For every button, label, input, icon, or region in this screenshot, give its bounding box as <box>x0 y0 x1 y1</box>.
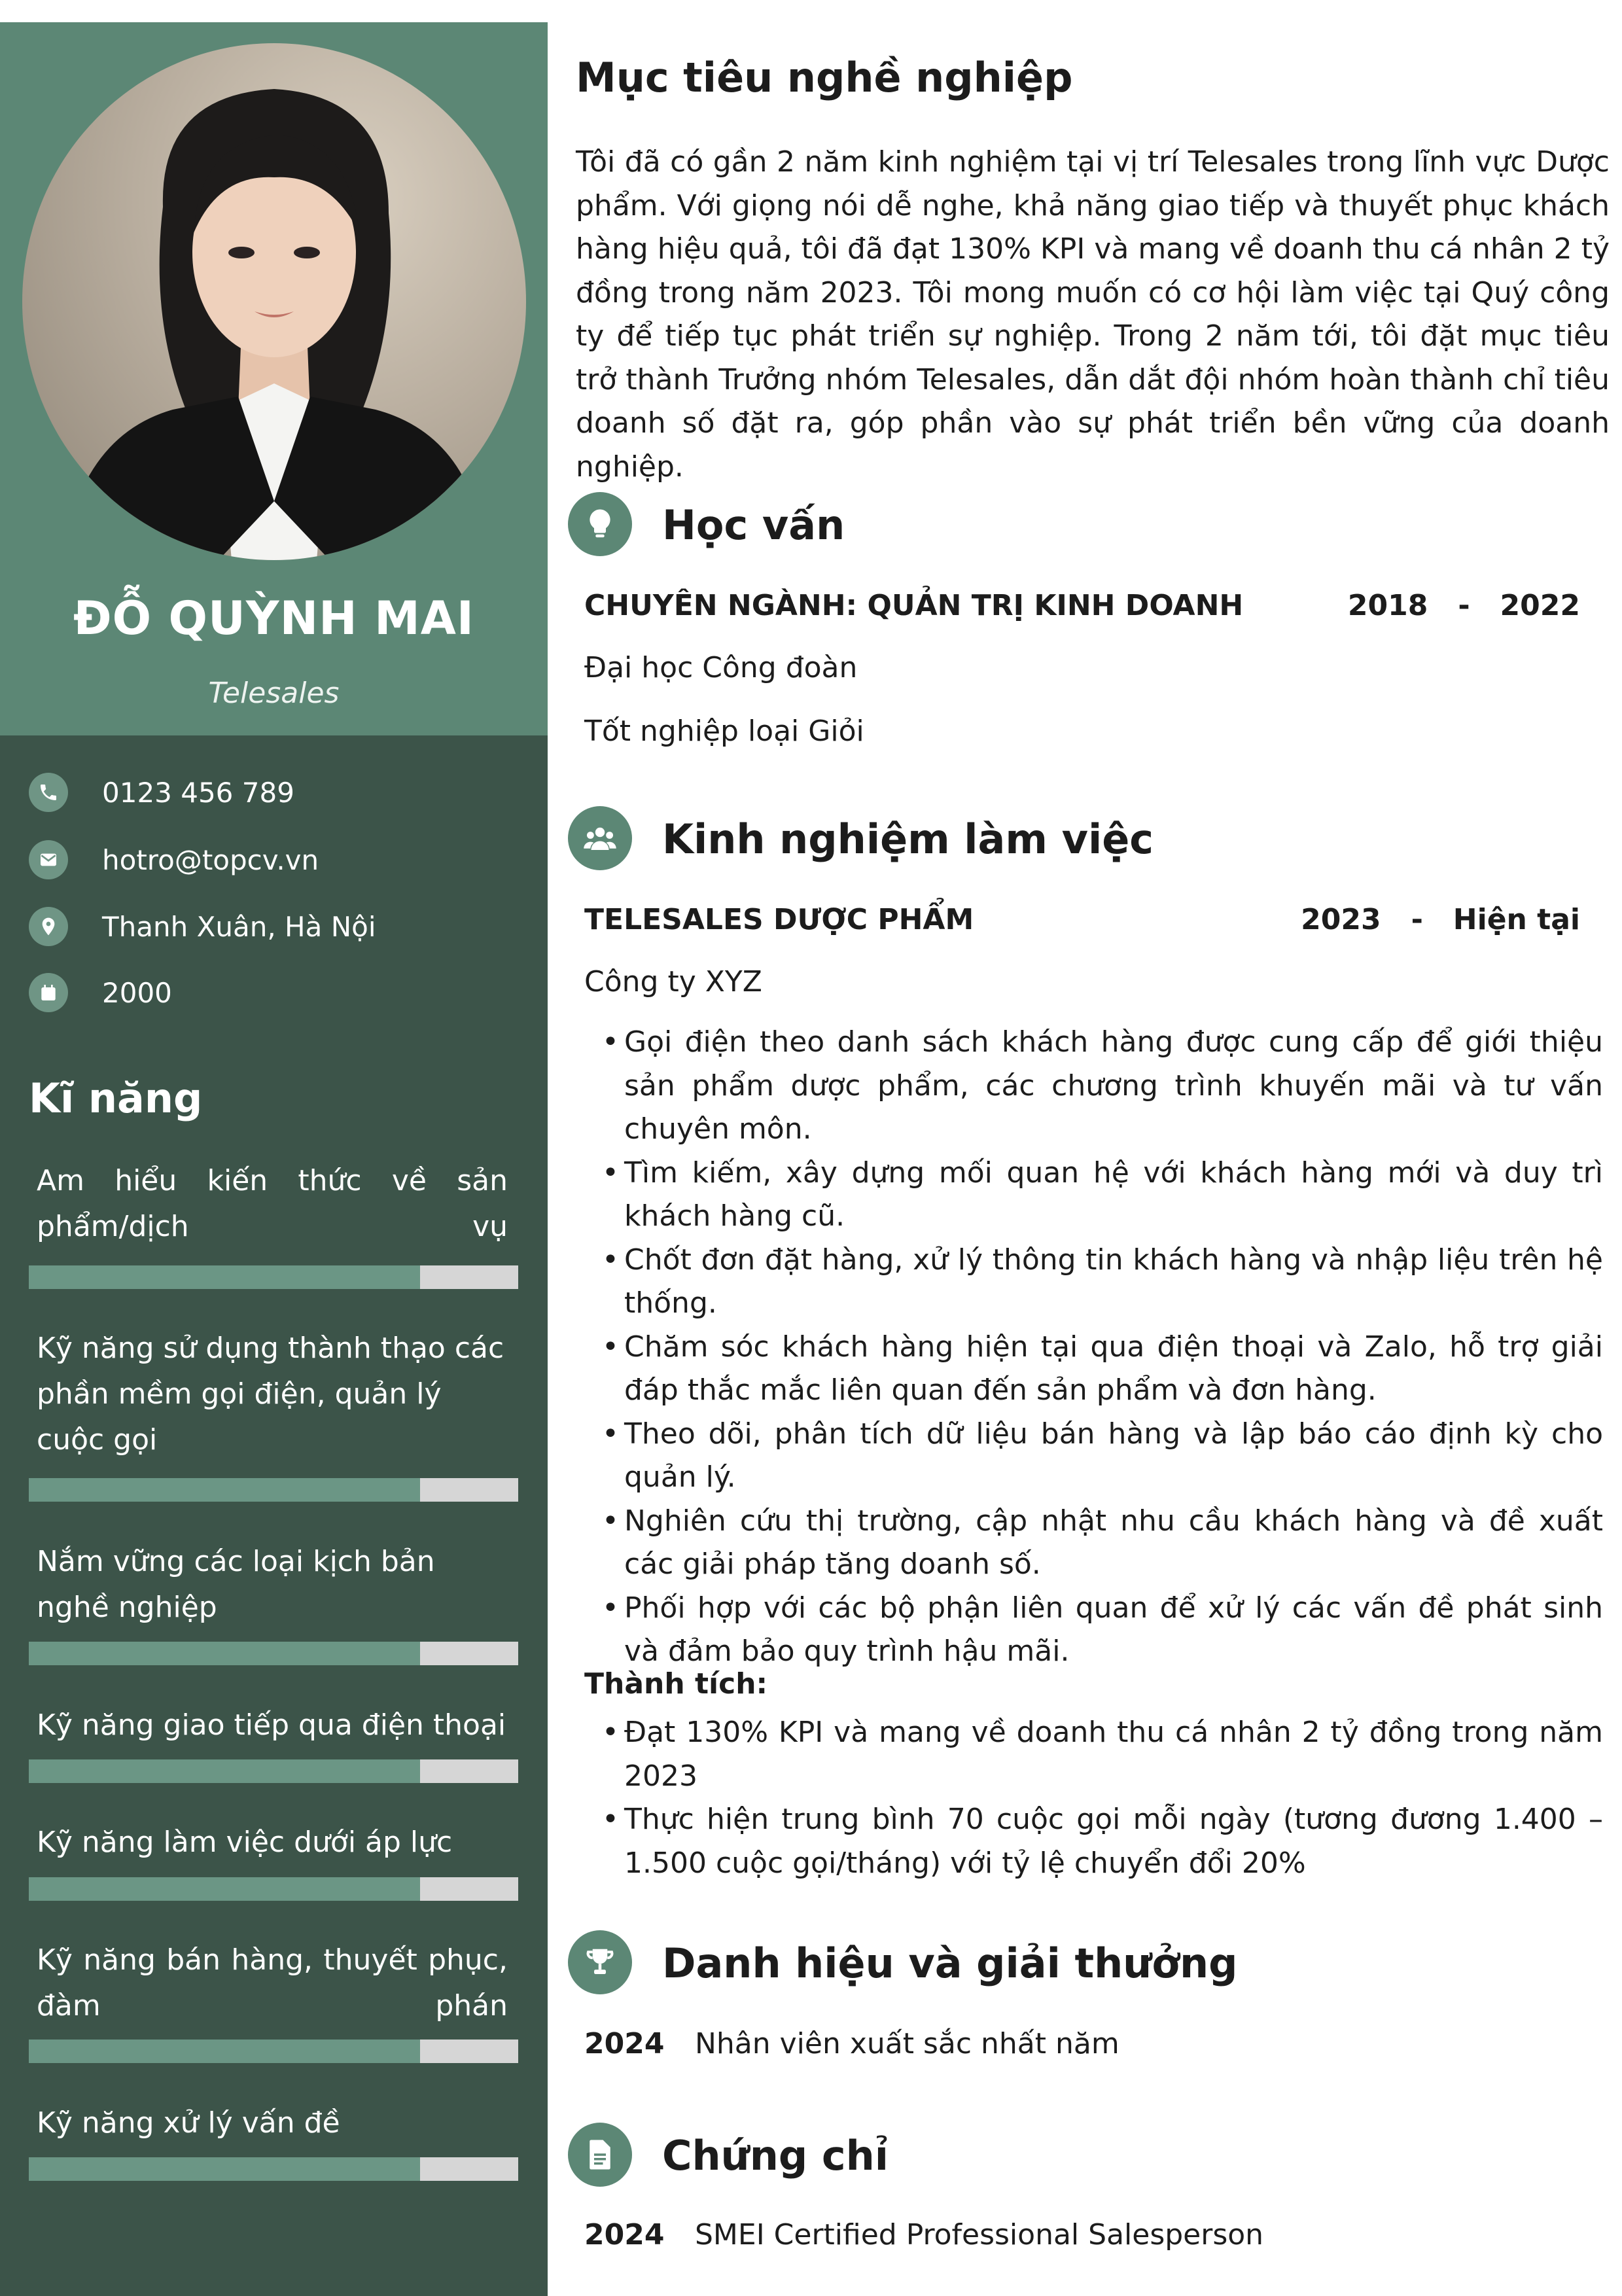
contact-phone <box>29 769 294 815</box>
list-item: • Đạt 130% KPI và mang về doanh thu cá nhân 2 tỷ đồng trong năm 2023 <box>602 1711 1603 1798</box>
contact-address <box>29 904 376 949</box>
skill-bar <box>29 1478 518 1502</box>
skill-label: Kỹ năng sử dụng thành thạo các phần mềm gọi điện, quản lý cuộc gọi <box>37 1332 504 1457</box>
candidate-role: Telesales <box>208 677 340 710</box>
sidebar <box>0 22 548 2296</box>
experience-company: Công ty XYZ <box>584 965 762 998</box>
skill-label: Kỹ năng bán hàng, thuyết phục, đàm phán <box>37 1943 508 2022</box>
skill-label: Nắm vững các loại kịch bản nghề nghiệp <box>37 1545 435 1624</box>
certificates-heading: Chứng chỉ <box>662 2132 889 2180</box>
trophy-icon <box>568 1930 632 1994</box>
contact-email <box>29 837 319 883</box>
skill-bar-fill <box>29 2040 420 2063</box>
calendar-icon <box>29 973 68 1012</box>
skill-bar <box>29 1877 518 1901</box>
list-item: • Phối hợp với các bộ phận liên quan để xử lý các vấn đề phát sinh và đảm bảo quy trình hậu mãi. <box>602 1587 1603 1674</box>
phone-icon <box>29 773 68 812</box>
education-school: Đại học Công đoàn <box>584 651 858 684</box>
education-heading: Học vấn <box>662 501 845 549</box>
education-major: CHUYÊN NGÀNH: QUẢN TRỊ KINH DOANH <box>584 589 1244 622</box>
phone-number: 0123 456 789 <box>102 776 294 809</box>
skill-bar <box>29 2040 518 2063</box>
achievements-label: Thành tích: <box>584 1667 768 1701</box>
location-pin-icon <box>29 907 68 946</box>
list-item: • Thực hiện trung bình 70 cuộc gọi mỗi ngày (tương đương 1.400 – 1.500 cuộc gọi/tháng) với tỷ lệ chuyển đổi 20% <box>602 1798 1603 1885</box>
skill-label: Kỹ năng xử lý vấn đề <box>37 2106 340 2140</box>
email-address: hotro@topcv.vn <box>102 843 319 876</box>
education-grade: Tốt nghiệp loại Giỏi <box>584 715 864 748</box>
birth-year: 2000 <box>102 976 172 1009</box>
profile-photo <box>22 43 526 560</box>
achievements-list <box>602 1711 1603 1885</box>
certificate-year: 2024 <box>584 2218 665 2252</box>
list-item: • Chốt đơn đặt hàng, xử lý thông tin khách hàng và nhập liệu trên hệ thống. <box>602 1239 1603 1326</box>
objective-text: Tôi đã có gần 2 năm kinh nghiệm tại vị trí Telesales trong lĩnh vực Dược phẩm. Với giọng nói dễ nghe, khả năng giao tiếp và thuyết phục khách hàng hiệu quả, tôi đã đạt 130% KPI và mang về doanh thu cá nhân 2 tỷ đồng trong năm 2023. Tôi mong muốn có cơ hội làm việc tại Quý công ty để tiếp tục phát triển sự nghiệp. Trong 2 năm tới, tôi đặt mục tiêu trở thành Trưởng nhóm Telesales, dẫn dắt đội nhóm hoàn thành chỉ tiêu doanh số đặt ra, góp phần vào sự phát triển bền vững của doanh nghiệp. <box>576 145 1610 484</box>
skill-bar <box>29 1759 518 1783</box>
skill-bar-fill <box>29 1759 420 1783</box>
certificate-name: SMEI Certified Professional Salesperson <box>695 2218 1264 2252</box>
candidate-name: ĐỖ QUỲNH MAI <box>73 592 474 645</box>
experience-period: 2023 - Hiện tại <box>1301 903 1580 936</box>
award-year: 2024 <box>584 2027 665 2060</box>
address: Thanh Xuân, Hà Nội <box>102 910 376 943</box>
contact-birth <box>29 970 172 1016</box>
document-icon <box>568 2123 632 2187</box>
list-item: • Chăm sóc khách hàng hiện tại qua điện thoại và Zalo, hỗ trợ giải đáp thắc mắc liên quan đến sản phẩm và đơn hàng. <box>602 1326 1603 1413</box>
experience-heading: Kinh nghiệm làm việc <box>662 815 1154 863</box>
skill-bar-fill <box>29 1265 420 1289</box>
skill-label: Kỹ năng làm việc dưới áp lực <box>37 1826 453 1859</box>
skill-bar <box>29 1642 518 1665</box>
skill-bar-fill <box>29 1478 420 1502</box>
mail-icon <box>29 840 68 879</box>
skill-label: Am hiểu kiến thức về sản phẩm/dịch vụ <box>37 1164 508 1243</box>
awards-heading: Danh hiệu và giải thưởng <box>662 1939 1238 1987</box>
skill-label: Kỹ năng giao tiếp qua điện thoại <box>37 1708 506 1742</box>
skill-bar-fill <box>29 2157 420 2181</box>
people-icon <box>568 806 632 870</box>
profile-header <box>0 22 548 735</box>
experience-position: TELESALES DƯỢC PHẨM <box>584 903 974 936</box>
skill-bar <box>29 1265 518 1289</box>
skill-bar-fill <box>29 1877 420 1901</box>
objective-heading: Mục tiêu nghề nghiệp <box>576 54 1073 101</box>
list-item: • Gọi điện theo danh sách khách hàng được cung cấp để giới thiệu sản phẩm dược phẩm, các chương trình khuyến mãi và tư vấn chuyên môn. <box>602 1021 1603 1152</box>
duties-list <box>602 1021 1603 1674</box>
education-period: 2018 - 2022 <box>1347 589 1580 622</box>
list-item: • Nghiên cứu thị trường, cập nhật nhu cầu khách hàng và đề xuất các giải pháp tăng doanh số. <box>602 1500 1603 1587</box>
lightbulb-icon <box>568 492 632 556</box>
skill-bar <box>29 2157 518 2181</box>
list-item: • Tìm kiếm, xây dựng mối quan hệ với khách hàng mới và duy trì khách hàng cũ. <box>602 1152 1603 1239</box>
list-item: • Theo dõi, phân tích dữ liệu bán hàng và lập báo cáo định kỳ cho quản lý. <box>602 1413 1603 1500</box>
skill-bar-fill <box>29 1642 420 1665</box>
skills-heading: Kĩ năng <box>29 1074 203 1122</box>
portrait-illustration <box>22 43 526 560</box>
award-name: Nhân viên xuất sắc nhất năm <box>695 2027 1120 2060</box>
